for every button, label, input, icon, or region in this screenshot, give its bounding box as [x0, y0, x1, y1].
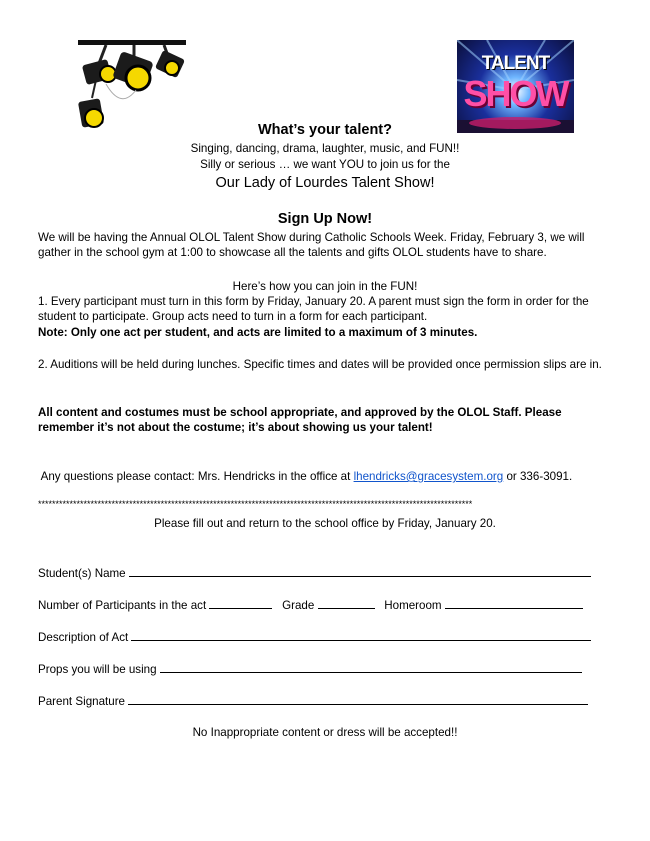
event-name: Our Lady of Lourdes Talent Show! — [215, 175, 435, 191]
form-instruction: Please fill out and return to the school office by Friday, January 20. — [154, 517, 496, 530]
subtitle-line-1: Singing, dancing, drama, laughter, music, and FUN!! — [190, 142, 460, 155]
content-rule: All content and costumes must be school appropriate, and approved by the OLOL Staff. Please remember it’s not about the costume; it’s about showing us your talent! — [38, 406, 562, 434]
parent-signature-row — [38, 693, 588, 709]
parent-signature-field[interactable] — [128, 693, 588, 705]
student-name-field[interactable] — [129, 565, 591, 577]
description-row — [38, 629, 591, 645]
homeroom-field[interactable] — [445, 597, 583, 609]
divider-asterisks: **************************************************************************************************************************** — [38, 499, 473, 509]
page-title: What’s your talent? — [258, 122, 392, 138]
subtitle-line-2: Silly or serious … we want YOU to join us for the — [200, 158, 450, 171]
contact-prefix: Any questions please contact: Mrs. Hendricks in the office at — [38, 470, 354, 483]
intro-paragraph: We will be having the Annual OLOL Talent Show during Catholic Schools Week. Friday, February 3, we will gather in the school gym at 1:00 to showcase all the talents and gifts OLOL students have to share. — [38, 231, 585, 259]
logo-text-top: TALENT — [481, 53, 550, 74]
props-field[interactable] — [160, 661, 582, 673]
student-name-label: Student(s) Name — [38, 567, 126, 580]
signup-heading: Sign Up Now! — [277, 211, 373, 227]
footer-warning: No Inappropriate content or dress will be accepted!! — [192, 726, 458, 739]
note-text: Note: Only one act per student, and acts are limited to a maximum of 3 minutes. — [38, 326, 478, 339]
grade-label: Grade — [282, 599, 315, 612]
grade-field[interactable] — [318, 597, 375, 609]
parent-signature-label: Parent Signature — [38, 695, 126, 708]
contact-line — [38, 469, 613, 484]
description-field[interactable] — [131, 629, 591, 641]
step-1: 1. Every participant must turn in this form by Friday, January 20. A parent must sign the form in order for the student to participate. Group acts need to turn in a form for each participant. — [38, 295, 589, 323]
how-to-join: Here’s how you can join in the FUN! — [232, 280, 418, 293]
spotlights-clipart — [76, 40, 188, 134]
homeroom-label: Homeroom — [384, 599, 442, 612]
email-link[interactable]: lhendricks@gracesystem.org — [353, 470, 504, 483]
props-row — [38, 661, 582, 677]
student-name-row — [38, 565, 591, 581]
props-label: Props you will be using — [38, 663, 157, 676]
talent-show-logo — [457, 40, 574, 133]
contact-suffix: or 336-3091. — [503, 470, 573, 483]
participants-field[interactable] — [209, 597, 272, 609]
description-label: Description of Act — [38, 631, 129, 644]
logo-text-bottom: SHOW — [463, 73, 568, 114]
participants-label: Number of Participants in the act — [38, 599, 207, 612]
step-2: 2. Auditions will be held during lunches. Specific times and dates will be provided once permission slips are in. — [38, 358, 602, 371]
participants-row — [38, 597, 583, 613]
